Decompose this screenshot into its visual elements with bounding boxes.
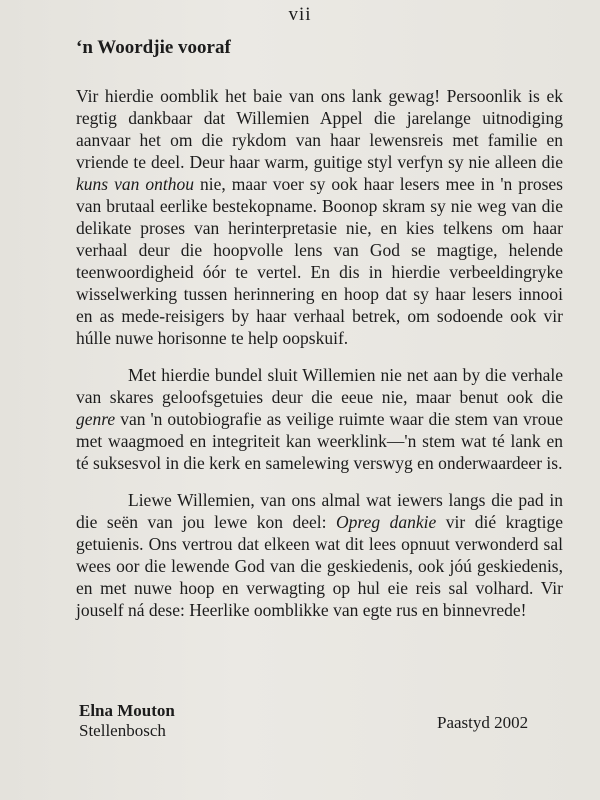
paragraph-3-text-a: Liewe Willemien, van ons almal wat iewers langs die pad in die seën van jou lewe kon deel:	[76, 490, 563, 532]
paragraph-2-text-b: van 'n outobiografie as veilige ruimte waar die stem van vroue met waagmoed en integriteit kan weerklink—'n stem wat té lank en té suksesvol in die kerk en samelewing verswyg en onderwaardeer is.	[76, 409, 563, 473]
page-number: vii	[288, 4, 312, 25]
section-heading: ‘n Woordjie vooraf	[76, 37, 231, 58]
paragraph-1-text-a: Vir hierdie oomblik het baie van ons lank gewag! Persoonlik is ek regtig dankbaar dat Willemien Appel die jarelange uitnodiging aanvaar het om die rykdom van haar lewensreis met familie en vriende te deel. Deur haar warm, guitige styl verfyn sy nie alleen die	[76, 86, 563, 172]
paragraph-1-emphasis: kuns van onthou	[76, 174, 194, 194]
paragraph-3-emphasis: Opreg dankie	[336, 512, 437, 532]
paragraph-1	[76, 85, 563, 349]
paragraph-3-text-b: vir dié kragtige getuienis. Ons vertrou dat elkeen wat dit lees opnuut verwonderd sal wees oor die lewende God van die geskiedenis, ook jóú geskiedenis, en met nuwe hoop en verwagting op hul eie reis sal volhard. Vir jouself ná dese: Heerlike oomblikke van egte rus en binnevrede!	[76, 512, 563, 620]
body-text	[76, 85, 563, 636]
paragraph-3	[76, 489, 563, 621]
paragraph-2-emphasis: genre	[76, 409, 116, 429]
paragraph-2-text-a: Met hierdie bundel sluit Willemien nie net aan by die verhale van skares geloofsgetuies deur die eeue nie, maar benut ook die	[76, 365, 563, 407]
author-name: Elna Mouton	[79, 701, 175, 720]
author-place: Stellenbosch	[79, 721, 166, 740]
paragraph-1-text-b: nie, maar voer sy ook haar lesers mee in 'n proses van brutaal eerlike bestekopname. Boonop skram sy nie weg van die delikate proses van herinterpretasie nie, en kies telkens om haar verhaal deur die hoopvolle lens van God se magtige, helende teenwoordigheid óór te vertel. En dis in hierdie verbeeldingryke wisselwerking tussen herinnering en hoop dat sy haar lesers innooi en as mede-reisigers by haar verhaal betrek, om sodoende ook vir húlle nuwe horisonne te help oopskuif.	[76, 174, 563, 348]
signoff-date: Paastyd 2002	[437, 713, 529, 732]
paragraph-2	[76, 364, 563, 474]
